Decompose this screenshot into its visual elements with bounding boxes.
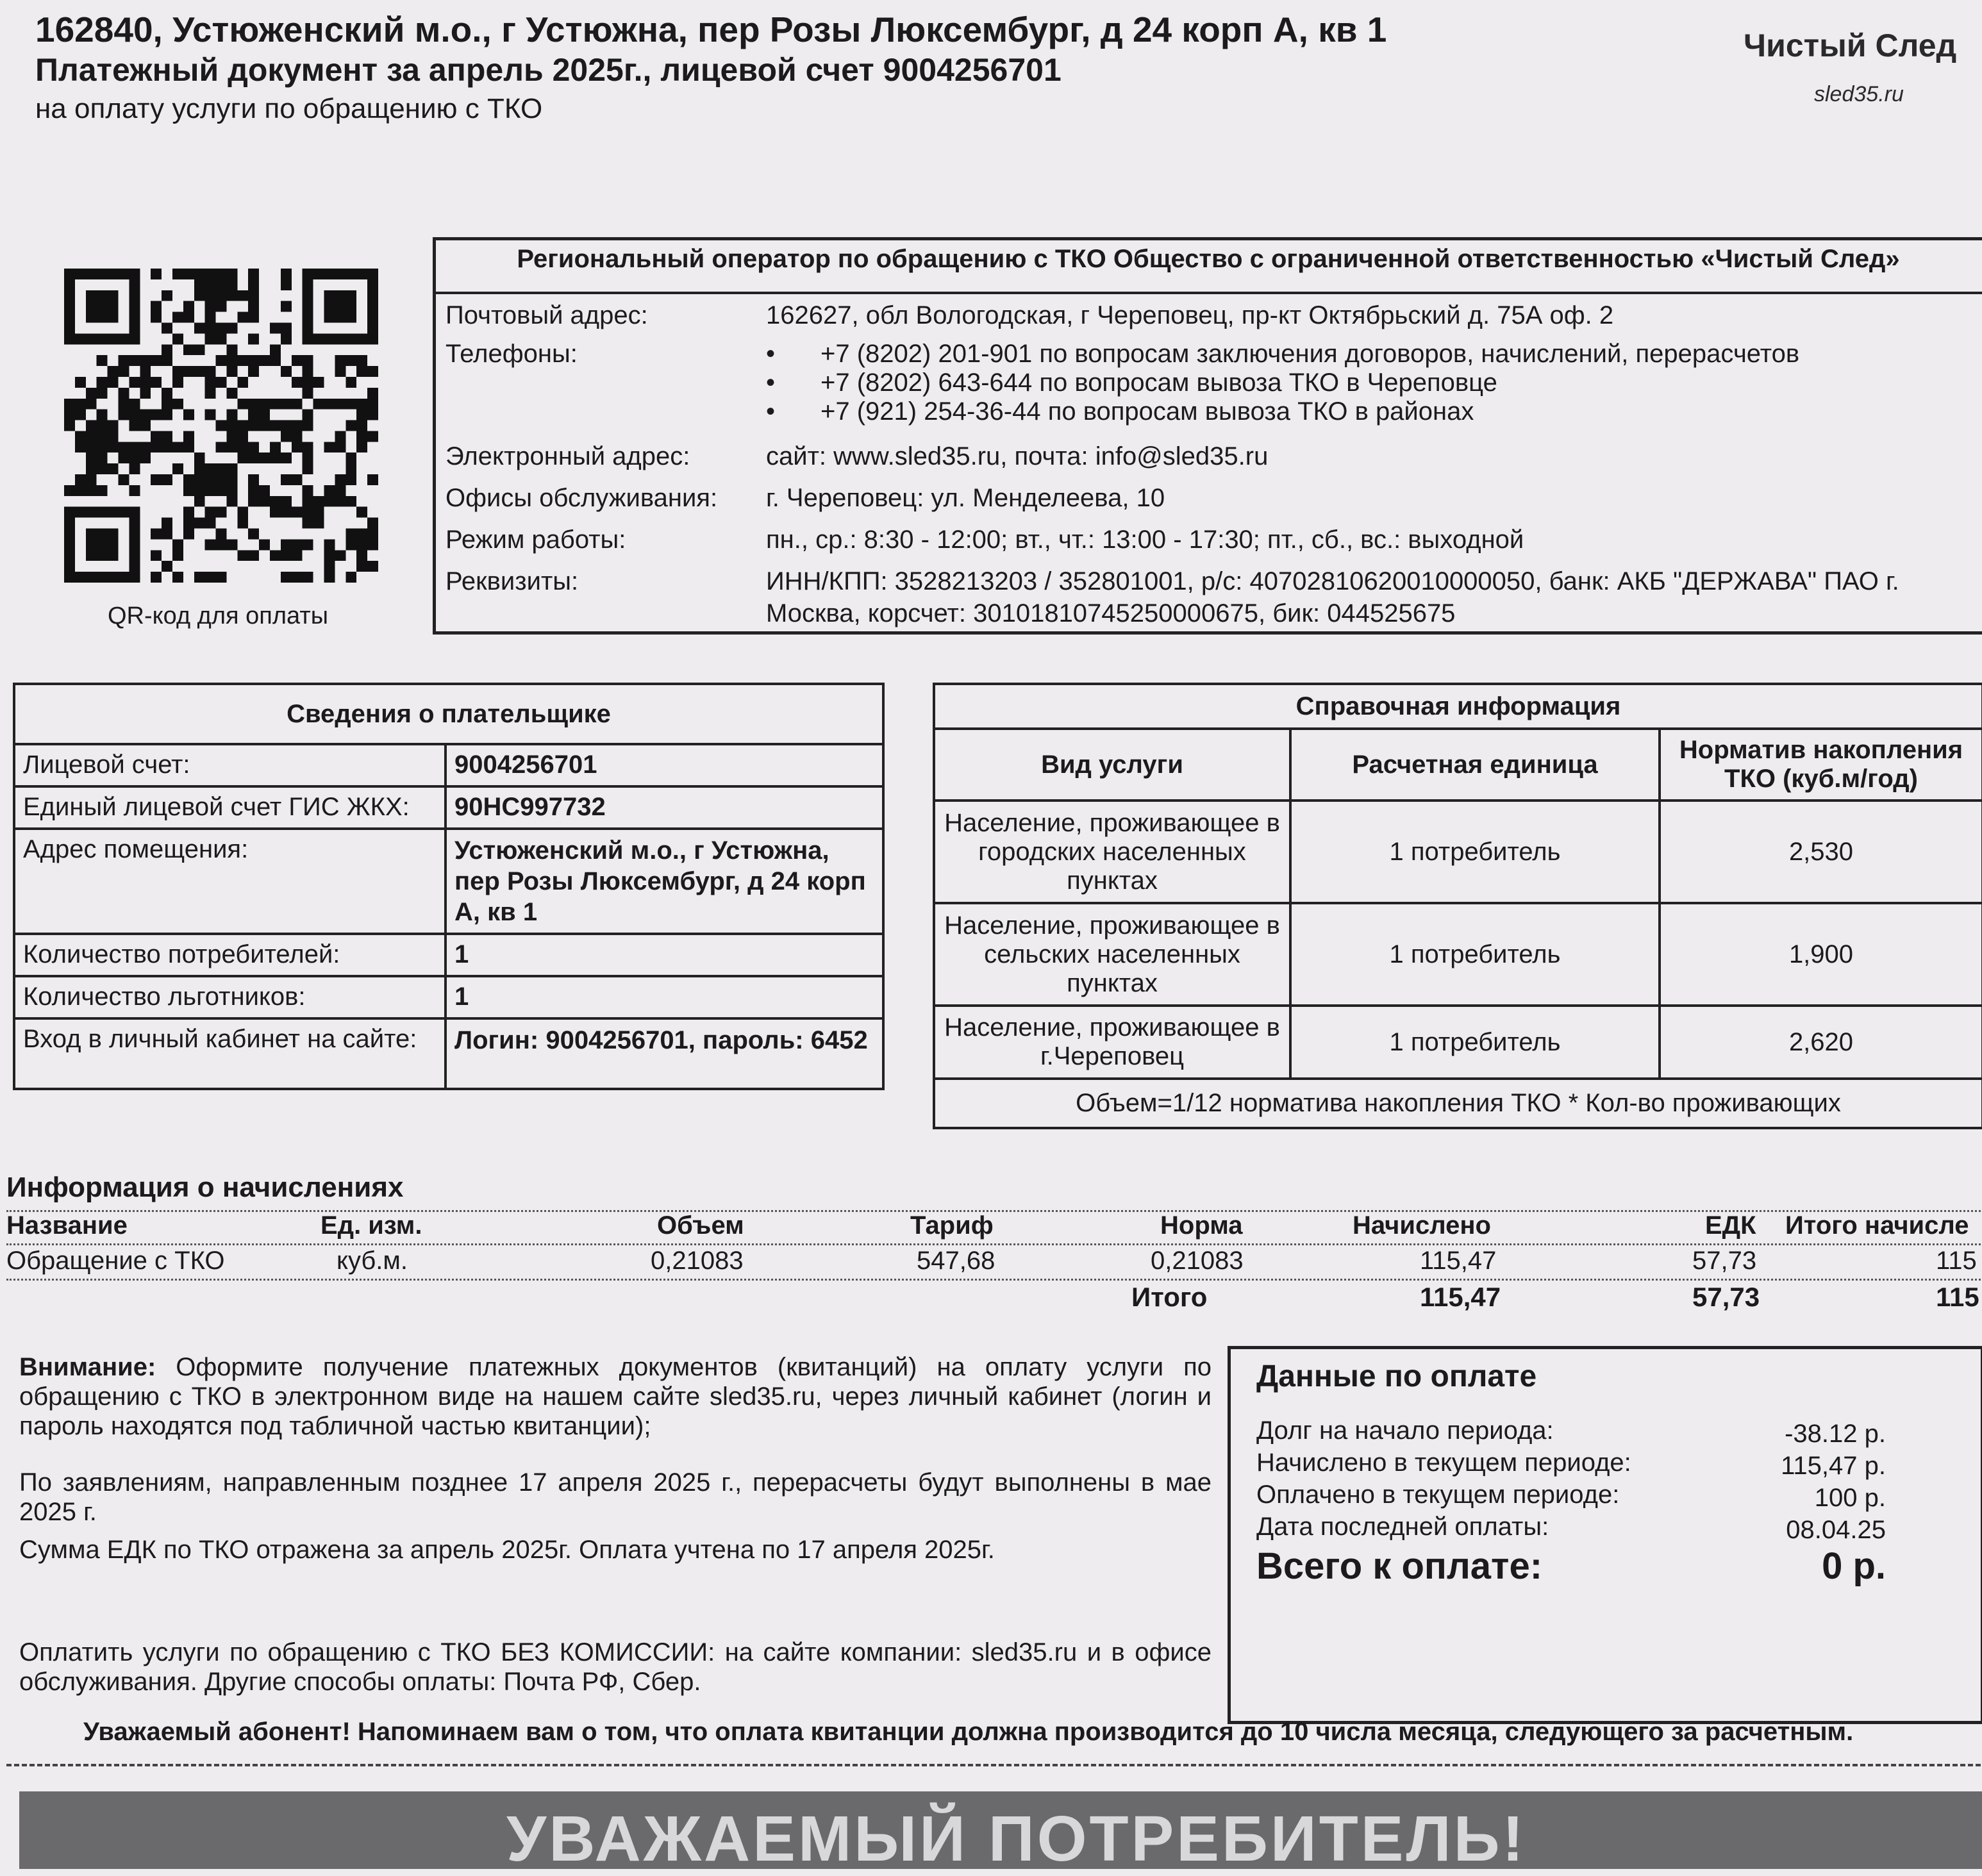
accruals-title: Информация о начислениях xyxy=(6,1172,404,1203)
payment-label: Дата последней оплаты: xyxy=(1256,1513,1549,1541)
payer-label: Лицевой счет: xyxy=(14,744,446,786)
table-row xyxy=(14,786,883,829)
payer-value: Устюженский м.о., г Устюжна, пер Розы Люксембург, д 24 корп А, кв 1 xyxy=(446,829,883,934)
email-label: Электронный адрес: xyxy=(446,442,690,470)
edk-notice: Сумма ЕДК по ТКО отражена за апрель 2025г. Оплата учтена по 17 апреля 2025г. xyxy=(19,1536,995,1564)
payer-label: Количество потребителей: xyxy=(14,934,446,976)
acc-totals-edk: 57,73 xyxy=(1692,1282,1760,1312)
hours-label: Режим работы: xyxy=(446,526,626,554)
requisites-line-2: Москва, корсчет: 30101810745250000675, бик: 044525675 xyxy=(766,599,1456,627)
acc-header-name: Название xyxy=(6,1211,128,1240)
pay-methods-notice: Оплатить услуги по обращению с ТКО БЕЗ КОМИССИИ: на сайте компании: sled35.ru и в офисе обслуживания. Другие способы оплаты: Почта РФ, Сбер. xyxy=(19,1638,1212,1696)
payer-table xyxy=(13,683,885,1090)
payer-value: 1 xyxy=(446,934,883,976)
total-due-value: 0 р. xyxy=(1822,1545,1886,1587)
attention-label: Внимание: xyxy=(19,1353,156,1381)
acc-totals-total: 115 xyxy=(1936,1282,1979,1312)
qr-code-icon[interactable] xyxy=(64,261,378,590)
payment-label: Начислено в текущем периоде: xyxy=(1256,1449,1631,1477)
ref-unit: 1 потребитель xyxy=(1290,903,1660,1006)
ref-norm: 1,900 xyxy=(1660,903,1982,1006)
table-row xyxy=(14,934,883,976)
payment-label: Долг на начало периода: xyxy=(1256,1416,1554,1445)
email-value[interactable]: сайт: www.sled35.ru, почта: info@sled35.ru xyxy=(766,442,1269,470)
reference-title: Справочная информация xyxy=(934,684,1982,729)
payer-value: 90НС997732 xyxy=(446,786,883,829)
acc-header-volume: Объем xyxy=(657,1211,744,1240)
payer-value: 9004256701 xyxy=(446,744,883,786)
header-address: 162840, Устюженский м.о., г Устюжна, пер Розы Люксембург, д 24 корп А, кв 1 xyxy=(35,10,1387,49)
postal-value: 162627, обл Вологодская, г Череповец, пр-кт Октябрьский д. 75А оф. 2 xyxy=(766,301,1614,329)
divider xyxy=(6,1243,1981,1245)
ref-header-unit: Расчетная единица xyxy=(1290,729,1660,801)
acc-volume: 0,21083 xyxy=(651,1247,744,1275)
acc-norm: 0,21083 xyxy=(1151,1247,1244,1275)
divider xyxy=(6,1210,1981,1212)
login-credentials: Логин: 9004256701, пароль: 6452 xyxy=(446,1018,883,1089)
logo-site: sled35.ru xyxy=(1814,82,1904,106)
ref-header-norm: Норматив накопления ТКО (куб.м/год) xyxy=(1660,729,1982,801)
payer-label: Единый лицевой счет ГИС ЖКХ: xyxy=(14,786,446,829)
bullet-icon: • xyxy=(766,369,776,397)
requisites-label: Реквизиты: xyxy=(446,567,579,595)
table-row xyxy=(14,829,883,934)
reference-note: Объем=1/12 норматива накопления ТКО * Кол-во проживающих xyxy=(934,1079,1982,1128)
operator-divider xyxy=(436,292,1982,294)
bullet-icon: • xyxy=(766,340,776,368)
acc-edk: 57,73 xyxy=(1692,1247,1757,1275)
acc-tariff: 547,68 xyxy=(917,1247,995,1275)
phone-3[interactable]: +7 (921) 254-36-44 по вопросам вывоза ТКО в районах xyxy=(820,397,1474,426)
acc-total: 115 xyxy=(1936,1247,1977,1275)
payment-value: -38.12 р. xyxy=(1785,1420,1886,1448)
document-subtitle: на оплату услуги по обращению с ТКО xyxy=(35,93,543,124)
phones-label: Телефоны: xyxy=(446,340,578,368)
table-row xyxy=(934,903,1982,1006)
acc-name: Обращение с ТКО xyxy=(6,1247,225,1275)
hours-value: пн., ср.: 8:30 - 12:00; вт., чт.: 13:00 - 17:30; пт., сб., вс.: выходной xyxy=(766,526,1524,554)
payer-label: Количество льготников: xyxy=(14,976,446,1018)
total-due-label: Всего к оплате: xyxy=(1256,1545,1543,1587)
acc-totals-charged: 115,47 xyxy=(1420,1282,1501,1312)
payment-value: 115,47 р. xyxy=(1781,1452,1886,1480)
ref-unit: 1 потребитель xyxy=(1290,1006,1660,1079)
qr-label: QR-код для оплаты xyxy=(107,602,329,629)
ref-unit: 1 потребитель xyxy=(1290,801,1660,903)
payment-value: 100 р. xyxy=(1814,1484,1886,1512)
ref-service: Население, проживающее в г.Череповец xyxy=(934,1006,1290,1079)
payer-label: Адрес помещения: xyxy=(14,829,446,934)
payment-value: 08.04.25 xyxy=(1786,1516,1886,1544)
acc-header-tariff: Тариф xyxy=(910,1211,994,1240)
payment-reminder: Уважаемый абонент! Напоминаем вам о том, что оплата квитанции должна производится до 10 числа месяца, следующего за расчетным. xyxy=(83,1718,1854,1746)
acc-header-charged: Начислено xyxy=(1353,1211,1491,1240)
table-row xyxy=(14,1018,883,1089)
attention-text: Оформите получение платежных документов (квитанций) на оплату услуги по обращению с ТКО в электронном виде на нашем сайте sled35.ru, через личный кабинет (логин и пароль находятся под табличной частью квитанции); xyxy=(19,1353,1212,1440)
acc-header-total: Итого начисле xyxy=(1785,1211,1969,1240)
payer-label: Вход в личный кабинет на сайте: xyxy=(14,1018,446,1089)
banner-text: УВАЖАЕМЫЙ ПОТРЕБИТЕЛЬ! xyxy=(506,1803,1526,1875)
offices-label: Офисы обслуживания: xyxy=(446,484,718,512)
offices-value: г. Череповец: ул. Менделеева, 10 xyxy=(766,484,1165,512)
acc-header-edk: ЕДК xyxy=(1705,1211,1756,1240)
acc-header-norm: Норма xyxy=(1160,1211,1243,1240)
divider xyxy=(6,1279,1981,1281)
payer-value: 1 xyxy=(446,976,883,1018)
phone-2[interactable]: +7 (8202) 643-644 по вопросам вывоза ТКО в Череповце xyxy=(820,369,1497,397)
payment-label: Оплачено в текущем периоде: xyxy=(1256,1481,1620,1509)
attention-notice xyxy=(19,1352,1212,1441)
table-row xyxy=(14,976,883,1018)
bullet-icon: • xyxy=(766,397,776,426)
acc-unit: куб.м. xyxy=(337,1247,408,1275)
reference-table xyxy=(933,683,1982,1129)
requisites-line-1: ИНН/КПП: 3528213203 / 352801001, р/с: 40702810620010000050, банк: АКБ "ДЕРЖАВА" ПАО г. xyxy=(766,567,1899,595)
payment-title: Данные по оплате xyxy=(1256,1359,1537,1393)
ref-norm: 2,530 xyxy=(1660,801,1982,903)
company-logo: Чистый След xyxy=(1744,28,1957,63)
phone-1[interactable]: +7 (8202) 201-901 по вопросам заключения договоров, начислений, перерасчетов xyxy=(820,340,1800,368)
table-row xyxy=(14,744,883,786)
operator-title: Региональный оператор по обращению с ТКО Общество с ограниченной ответственностью «Чистый След» xyxy=(517,245,1900,273)
payer-title: Сведения о плательщике xyxy=(14,684,883,744)
acc-totals-label: Итого xyxy=(1131,1282,1208,1312)
ref-norm: 2,620 xyxy=(1660,1006,1982,1079)
table-row xyxy=(934,801,1982,903)
recalc-notice: По заявлениям, направленным позднее 17 апреля 2025 г., перерасчеты будут выполнены в мае 2025 г. xyxy=(19,1468,1212,1526)
ref-service: Население, проживающее в сельских населенных пунктах xyxy=(934,903,1290,1006)
cut-line xyxy=(6,1764,1981,1766)
acc-header-unit: Ед. изм. xyxy=(321,1211,422,1240)
ref-header-service: Вид услуги xyxy=(934,729,1290,801)
acc-charged: 115,47 xyxy=(1420,1247,1497,1275)
postal-label: Почтовый адрес: xyxy=(446,301,648,329)
table-row xyxy=(934,1006,1982,1079)
document-title: Платежный документ за апрель 2025г., лицевой счет 9004256701 xyxy=(35,52,1062,88)
ref-service: Население, проживающее в городских населенных пунктах xyxy=(934,801,1290,903)
